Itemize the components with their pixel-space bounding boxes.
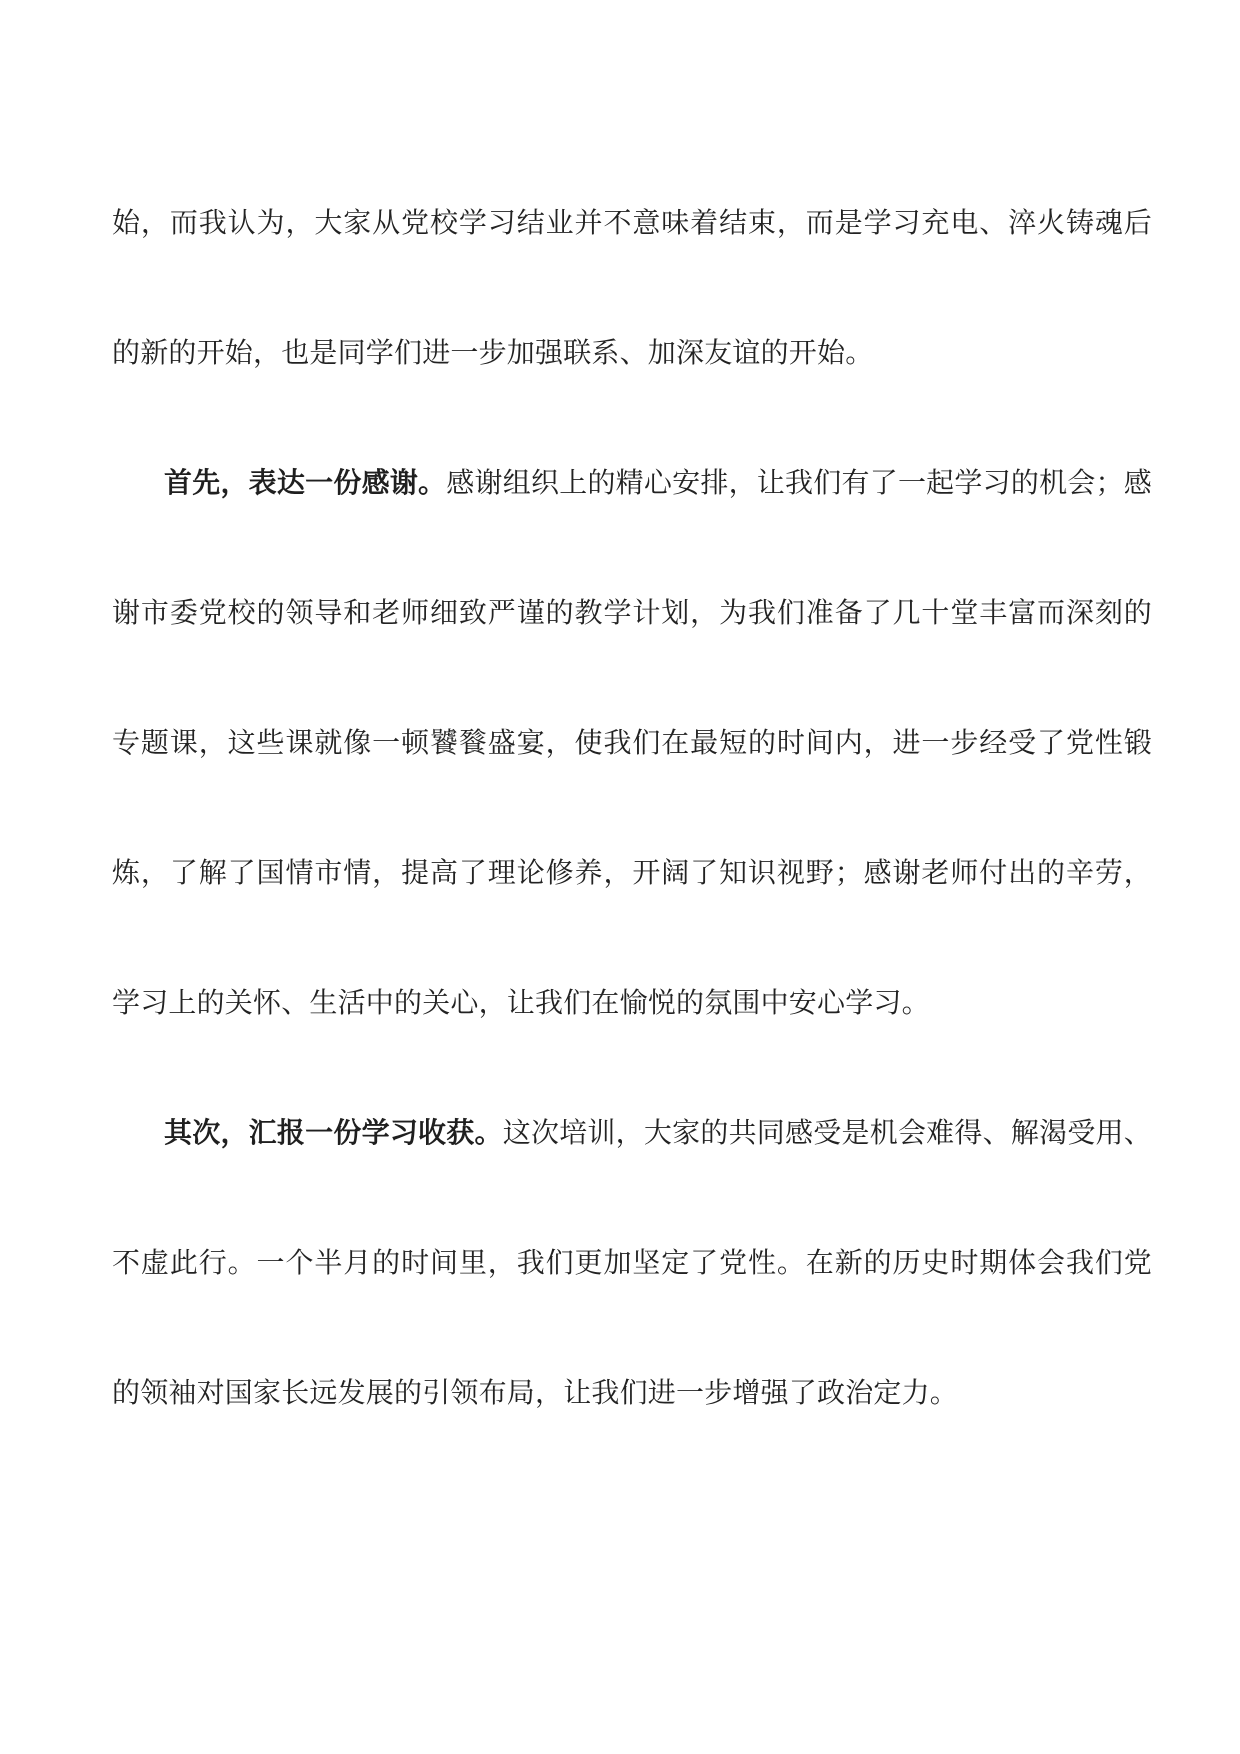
paragraph-report (112, 1068, 1152, 1458)
paragraph-continuation (112, 158, 1152, 418)
paragraph-thanks (112, 418, 1152, 1068)
paragraph-text: 始，而我认为，大家从党校学习结业并不意味着结束，而是学习充电、淬火铸魂后的新的开始，也是同学们进一步加强联系、加深友谊的开始。 (112, 206, 1152, 369)
document-body (112, 158, 1152, 1458)
paragraph-lead: 首先，表达一份感谢。 (164, 466, 447, 499)
paragraph-text: 感谢组织上的精心安排，让我们有了一起学习的机会；感谢市委党校的领导和老师细致严谨的教学计划，为我们准备了几十堂丰富而深刻的专题课，这些课就像一顿饕餮盛宴，使我们在最短的时间内，进一步经受了党性锻炼，了解了国情市情，提高了理论修养，开阔了知识视野；感谢老师付出的辛劳，学习上的关怀、生活中的关心，让我们在愉悦的氛围中安心学习。 (112, 466, 1152, 1019)
paragraph-text: 这次培训，大家的共同感受是机会难得、解渴受用、不虚此行。一个半月的时间里，我们更加坚定了党性。在新的历史时期体会我们党的领袖对国家长远发展的引领布局，让我们进一步增强了政治定力。 (112, 1116, 1152, 1409)
paragraph-lead: 其次，汇报一份学习收获。 (164, 1116, 503, 1149)
